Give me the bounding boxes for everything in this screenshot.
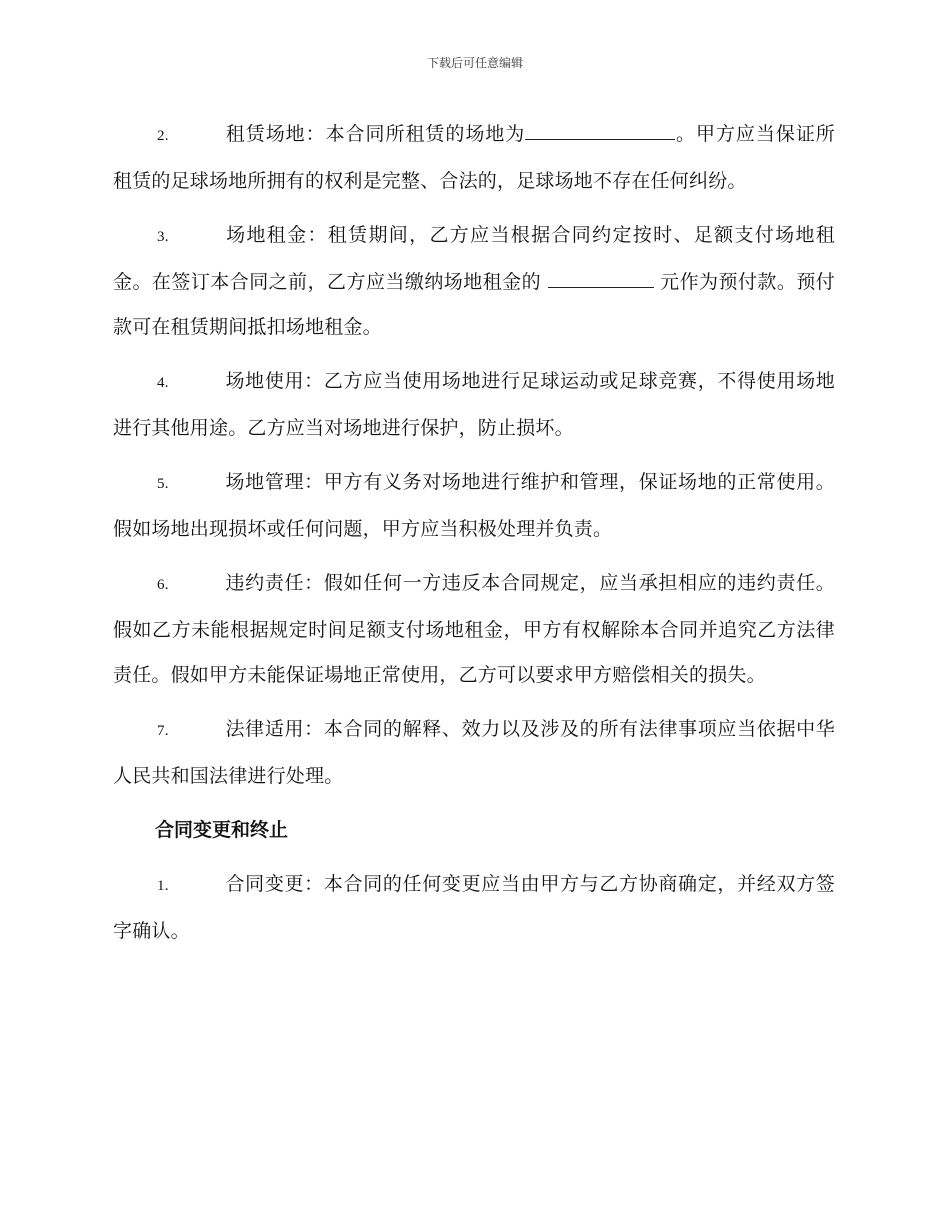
clause-text: 。甲方应当保证所租赁的足球场地所拥有的权利是完整、合法的，足球场地不存在任何纠纷。 [113,123,835,192]
page-header: 下载后可任意编辑 [426,56,523,70]
clause-number: 1. [157,878,169,894]
clause-number: 4. [157,375,169,391]
fill-in-blank-venue [525,123,675,140]
section-heading: 合同变更和终止 [155,819,289,841]
clause-2 [113,112,835,204]
clause-number: 2. [157,128,169,144]
clause-text: 法律适用：本合同的解释、效力以及涉及的所有法律事项应当依据中华人民共和国法律进行处理。 [113,718,835,787]
clause-text: 场地租金：租赁期间，乙方应当根据合同约定按时、足额支付场地租金。在签订本合同之前，乙方应当缴纳场地租金的 [113,224,835,293]
document-body [113,112,835,963]
clause-5 [113,460,835,552]
clause-6 [113,561,835,698]
section-clause-1 [113,862,835,954]
clause-text: 元作为预付款。预付款可在租赁期间抵扣场地租金。 [113,271,835,338]
clause-text: 场地管理：甲方有义务对场地进行维护和管理，保证场地的正常使用。假如场地出现损坏或任何问题，甲方应当积极处理并负责。 [113,471,835,540]
clause-4 [113,359,835,451]
clause-number: 3. [157,229,169,245]
clause-text: 场地使用：乙方应当使用场地进行足球运动或足球竞赛，不得使用场地进行其他用途。乙方应当对场地进行保护，防止损坏。 [113,370,835,439]
clause-number: 5. [157,476,169,492]
clause-3 [113,213,835,350]
clause-text: 租赁场地：本合同所租赁的场地为 [225,123,526,145]
clause-number: 7. [157,723,169,739]
clause-7 [113,707,835,799]
fill-in-blank-amount [548,271,654,288]
clause-text: 违约责任：假如任何一方违反本合同规定，应当承担相应的违约责任。假如乙方未能根据规定时间足额支付场地租金，甲方有权解除本合同并追究乙方法律责任。假如甲方未能保证場地正常使用，乙方可以要求甲方赔偿相关的损失。 [113,572,835,686]
clause-text: 合同变更：本合同的任何变更应当由甲方与乙方协商确定，并经双方签字确认。 [113,873,835,942]
clause-number: 6. [157,577,169,593]
